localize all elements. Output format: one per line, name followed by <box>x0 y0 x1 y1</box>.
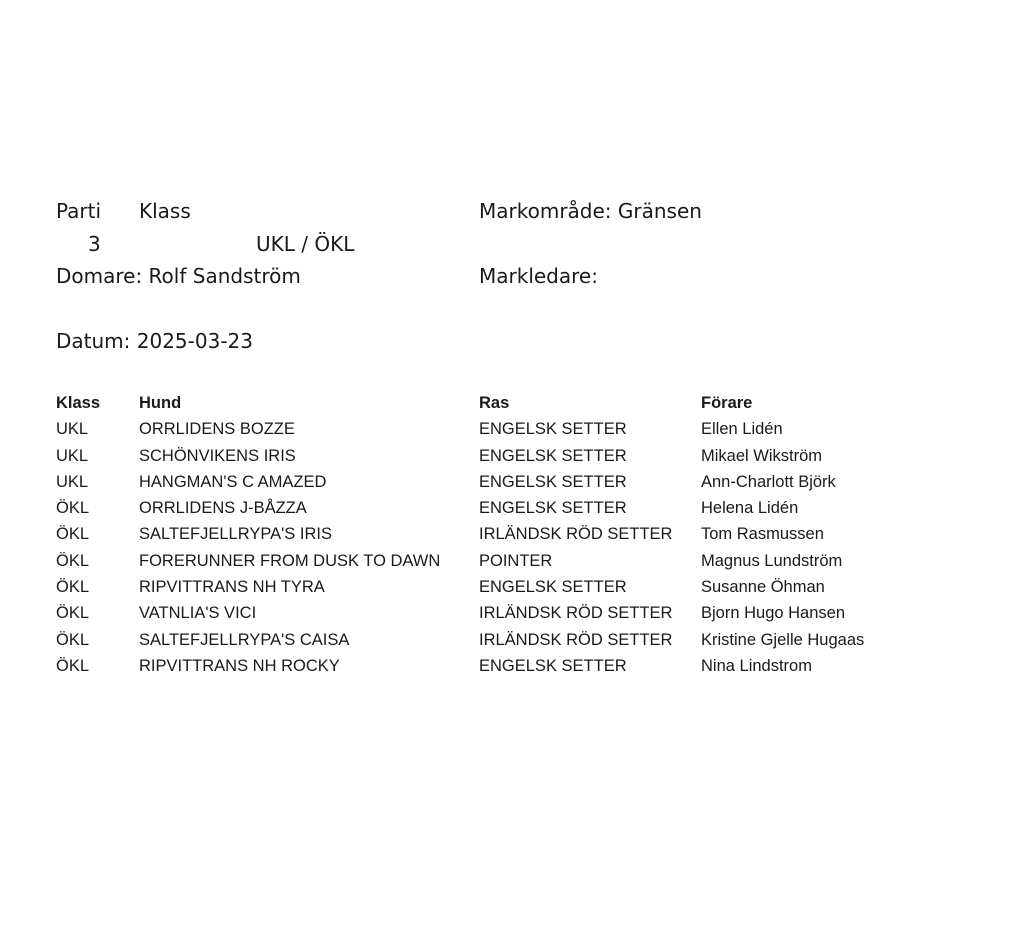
klass-label: Klass <box>139 199 191 223</box>
cell-ras: ENGELSK SETTER <box>479 446 627 465</box>
cell-klass: ÖKL <box>56 630 90 649</box>
cell-klass: ÖKL <box>56 499 90 518</box>
cell-klass: ÖKL <box>56 578 90 597</box>
cell-forare: Ellen Lidén <box>701 420 783 439</box>
cell-hund: SALTEFJELLRYPA'S CAISA <box>139 630 350 649</box>
table-row <box>56 521 956 547</box>
table-header-row <box>56 390 956 416</box>
cell-hund: SALTEFJELLRYPA'S IRIS <box>139 525 332 544</box>
cell-klass: ÖKL <box>56 656 90 675</box>
cell-ras: POINTER <box>479 551 553 570</box>
cell-forare: Helena Lidén <box>701 499 799 518</box>
cell-ras: IRLÄNDSK RÖD SETTER <box>479 525 673 544</box>
table-row <box>56 443 956 469</box>
klass-value: UKL / ÖKL <box>256 232 355 256</box>
cell-hund: SCHÖNVIKENS IRIS <box>139 446 296 465</box>
domare-text: Domare: Rolf Sandström <box>56 264 301 288</box>
cell-forare: Nina Lindstrom <box>701 656 812 675</box>
datum-text: Datum: 2025-03-23 <box>56 329 253 353</box>
cell-klass: ÖKL <box>56 551 90 570</box>
table-row <box>56 495 956 521</box>
cell-forare: Mikael Wikström <box>701 446 823 465</box>
cell-hund: RIPVITTRANS NH ROCKY <box>139 656 340 675</box>
cell-ras: IRLÄNDSK RÖD SETTER <box>479 604 673 623</box>
cell-forare: Susanne Öhman <box>701 578 825 597</box>
table-row <box>56 627 956 653</box>
cell-ras: ENGELSK SETTER <box>479 420 627 439</box>
cell-hund: FORERUNNER FROM DUSK TO DAWN <box>139 551 441 570</box>
cell-hund: ORRLIDENS J-BÅZZA <box>139 499 307 518</box>
cell-forare: Kristine Gjelle Hugaas <box>701 630 865 649</box>
cell-hund: ORRLIDENS BOZZE <box>139 420 295 439</box>
column-header-ras: Ras <box>479 394 510 412</box>
parti-value: 3 <box>88 232 101 256</box>
cell-ras: ENGELSK SETTER <box>479 578 627 597</box>
cell-klass: UKL <box>56 472 89 491</box>
markomrade-text: Markområde: Gränsen <box>479 199 702 223</box>
cell-ras: ENGELSK SETTER <box>479 656 627 675</box>
table-row <box>56 548 956 574</box>
column-header-hund: Hund <box>139 394 182 412</box>
cell-forare: Bjorn Hugo Hansen <box>701 604 846 623</box>
markledare-text: Markledare: <box>479 264 598 288</box>
table-row <box>56 416 956 442</box>
cell-hund: RIPVITTRANS NH TYRA <box>139 578 325 597</box>
cell-ras: ENGELSK SETTER <box>479 499 627 518</box>
cell-ras: IRLÄNDSK RÖD SETTER <box>479 630 673 649</box>
table-row <box>56 600 956 626</box>
parti-label: Parti <box>56 199 102 223</box>
table-row <box>56 469 956 495</box>
column-header-forare: Förare <box>701 394 753 412</box>
cell-hund: HANGMAN'S C AMAZED <box>139 472 327 491</box>
cell-forare: Tom Rasmussen <box>701 525 824 544</box>
cell-klass: UKL <box>56 446 89 465</box>
participant-table <box>56 390 956 679</box>
cell-klass: ÖKL <box>56 525 90 544</box>
cell-hund: VATNLIA'S VICI <box>139 604 257 623</box>
table-row <box>56 574 956 600</box>
cell-klass: UKL <box>56 420 89 439</box>
column-header-klass: Klass <box>56 394 101 412</box>
cell-klass: ÖKL <box>56 604 90 623</box>
cell-ras: ENGELSK SETTER <box>479 472 627 491</box>
cell-forare: Magnus Lundström <box>701 551 843 570</box>
table-row <box>56 653 956 679</box>
cell-forare: Ann-Charlott Björk <box>701 472 836 491</box>
